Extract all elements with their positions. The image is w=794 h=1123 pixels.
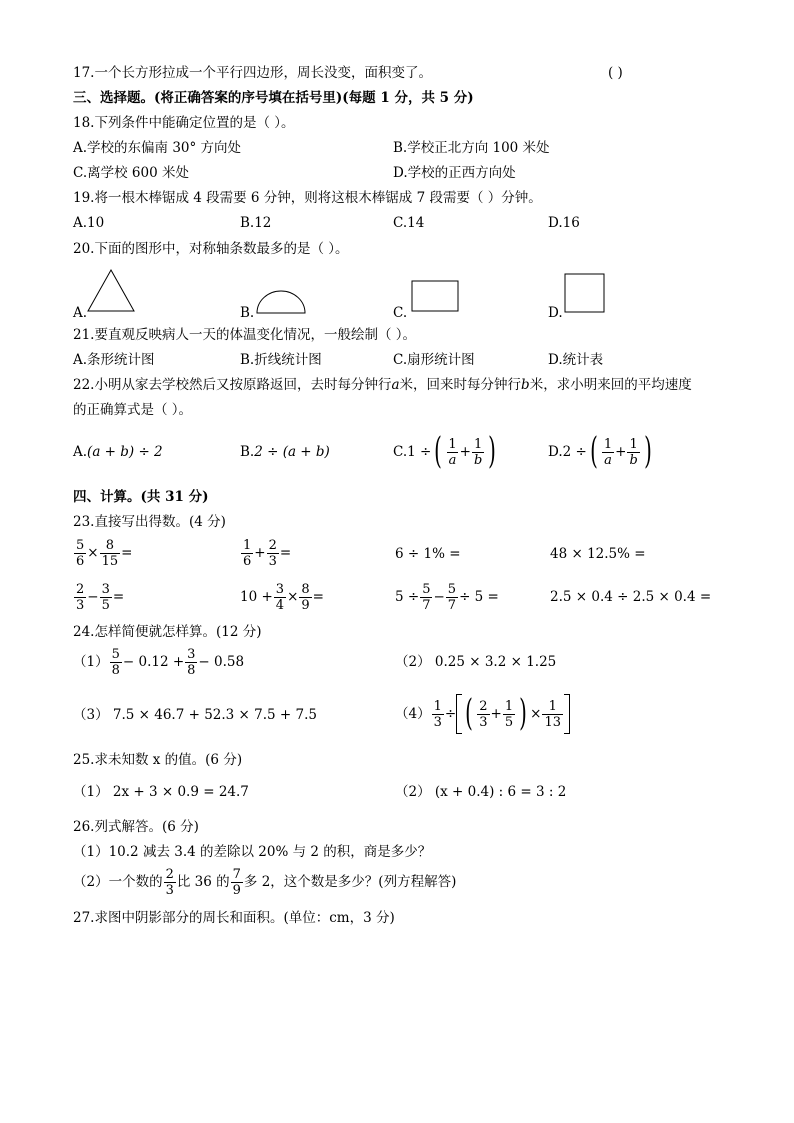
q21-option-d: D.统计表 bbox=[548, 352, 604, 368]
q23-expr-5: $\frac{2}{3}$ − $\frac{3}{5}$ = bbox=[76, 581, 125, 613]
q25-stem: 25.求未知数 x 的值。(6 分) bbox=[73, 752, 243, 768]
q23-expr-7: 5 ÷ $\frac{5}{7}$ − $\frac{5}{7}$ ÷ 5 = bbox=[395, 581, 499, 613]
q18-option-b: B.学校正北方向 100 米处 bbox=[393, 140, 550, 156]
q21-option-b: B.折线统计图 bbox=[240, 352, 322, 368]
q20-stem: 20.下面的图形中，对称轴条数最多的是（ ）。 bbox=[73, 241, 349, 257]
q24-part-1: （1） $\frac{5}{8}$ − 0.12 + $\frac{3}{8}$ − 0.58 bbox=[73, 646, 245, 678]
q18-stem: 18.下列条件中能确定位置的是（ ）。 bbox=[73, 115, 295, 131]
q25-part-2: （2） (x + 0.4) : 6 = 3 : 2 bbox=[395, 784, 567, 800]
q24-stem: 24.怎样简便就怎样算。(12 分) bbox=[73, 624, 262, 640]
q22-stem-line1: 22.小明从家去学校然后又按原路返回，去时每分钟行a米，回来时每分钟行b米，求小明来回的平均速度 bbox=[73, 377, 692, 393]
q24-part-3: （3） 7.5 × 46.7 + 52.3 × 7.5 + 7.5 bbox=[73, 707, 317, 723]
q25-part-1: （1） 2x + 3 × 0.9 = 24.7 bbox=[73, 784, 249, 800]
q18-option-d: D.学校的正西方向处 bbox=[393, 165, 516, 181]
q22-option-c: C. 1 ÷ ( $\frac{1}{a}$ + $\frac{1}{b}$ ) bbox=[393, 431, 497, 472]
q19-option-a: A.10 bbox=[73, 215, 105, 231]
rectangle-shape bbox=[410, 279, 462, 313]
q23-expr-4: 48 × 12.5% = bbox=[550, 546, 646, 562]
q23-expr-1: $\frac{5}{6}$ × $\frac{8}{15}$ = bbox=[76, 537, 133, 569]
q21-stem: 21.要直观反映病人一天的体温变化情况，一般绘制（ ）。 bbox=[73, 327, 417, 343]
q19-option-c: C.14 bbox=[393, 215, 425, 231]
q20-option-c: C. bbox=[393, 305, 408, 321]
q21-option-a: A.条形统计图 bbox=[73, 352, 155, 368]
q19-stem: 19.将一根木棒锯成 4 段需要 6 分钟，则将这根木棒锯成 7 段需要（ ）分钟。 bbox=[73, 190, 542, 206]
q19-option-b: B.12 bbox=[240, 215, 272, 231]
q18-option-a: A.学校的东偏南 30° 方向处 bbox=[73, 140, 242, 156]
q22-option-b: B.2 ÷ (a + b) bbox=[240, 444, 330, 460]
q24-part-2: （2） 0.25 × 3.2 × 1.25 bbox=[395, 654, 557, 670]
semicircle-shape bbox=[255, 289, 307, 315]
q26-part-1: （1）10.2 减去 3.4 的差除以 20% 与 2 的积，商是多少？ bbox=[73, 844, 432, 860]
q17-text: 17.一个长方形拉成一个平行四边形，周长没变，面积变了。 bbox=[73, 65, 432, 81]
q17-answer-paren: ( ) bbox=[608, 65, 623, 81]
q21-option-c: C.扇形统计图 bbox=[393, 352, 475, 368]
q27-stem: 27.求图中阴影部分的周长和面积。(单位：cm，3 分) bbox=[73, 910, 395, 926]
q22-option-a: A.(a + b) ÷ 2 bbox=[73, 444, 163, 460]
q26-stem: 26.列式解答。(6 分) bbox=[73, 819, 199, 835]
q23-expr-2: $\frac{1}{6}$ + $\frac{2}{3}$ = bbox=[243, 537, 292, 569]
q22-stem-line2: 的正确算式是（ ）。 bbox=[73, 402, 193, 418]
square-shape bbox=[563, 272, 607, 314]
q23-expr-6: 10 + $\frac{3}{4}$ × $\frac{8}{9}$ = bbox=[240, 581, 324, 613]
q22-option-d: D. 2 ÷ ( $\frac{1}{a}$ + $\frac{1}{b}$ ) bbox=[548, 431, 652, 472]
section-3-title: 三、选择题。(将正确答案的序号填在括号里)(每题 1 分，共 5 分) bbox=[73, 90, 474, 106]
q20-option-b: B. bbox=[240, 305, 255, 321]
q20-option-a: A. bbox=[73, 305, 88, 321]
q23-stem: 23.直接写出得数。(4 分) bbox=[73, 514, 226, 530]
q20-option-d: D. bbox=[548, 305, 563, 321]
q23-expr-8: 2.5 × 0.4 ÷ 2.5 × 0.4 = bbox=[550, 589, 712, 605]
q18-option-c: C.离学校 600 米处 bbox=[73, 165, 189, 181]
triangle-shape bbox=[86, 268, 136, 314]
section-4-title: 四、计算。(共 31 分) bbox=[73, 489, 209, 505]
q26-part-2: （2）一个数的 $\frac{2}{3}$ 比 36 的 $\frac{7}{9}$ 多 2，这个数是多少？(列方程解答) bbox=[73, 866, 457, 898]
q23-expr-3: 6 ÷ 1% = bbox=[395, 546, 461, 562]
q24-part-4: （4） $\frac{1}{3}$ ÷ ( $\frac{2}{3}$ + $\frac{1}{5}$ ) × $\frac{1}{13}$ bbox=[395, 693, 570, 735]
q19-option-d: D.16 bbox=[548, 215, 580, 231]
